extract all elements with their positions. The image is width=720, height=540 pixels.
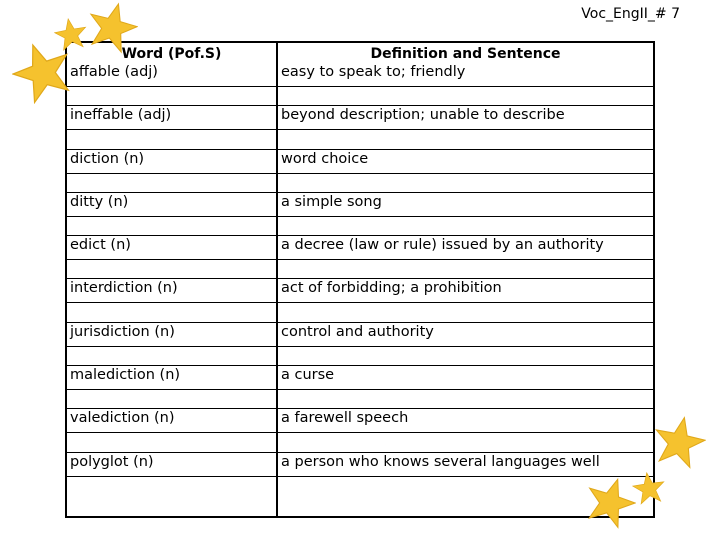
definition-cell: a decree (law or rule) issued by an authority bbox=[281, 237, 604, 254]
table-row bbox=[278, 409, 653, 452]
table-row bbox=[278, 150, 653, 193]
table-row bbox=[67, 279, 276, 322]
word-column bbox=[67, 43, 278, 516]
definition-cell: a person who knows several languages well bbox=[281, 453, 600, 470]
document-id: Voc_EngII_# 7 bbox=[581, 6, 680, 22]
word-cell: edict (n) bbox=[70, 237, 131, 254]
definition-cell: a simple song bbox=[281, 193, 382, 210]
table-row bbox=[278, 236, 653, 279]
definition-cell: a curse bbox=[281, 367, 335, 384]
star-icon bbox=[584, 477, 636, 529]
word-cell: ineffable (adj) bbox=[70, 107, 172, 124]
table-row bbox=[67, 236, 276, 279]
word-cell: polyglot (n) bbox=[70, 453, 154, 470]
table-row bbox=[278, 193, 653, 236]
table-row bbox=[278, 366, 653, 409]
word-cell: jurisdiction (n) bbox=[70, 323, 175, 340]
table-row bbox=[67, 150, 276, 193]
word-cell: interdiction (n) bbox=[70, 280, 178, 297]
word-cell: ditty (n) bbox=[70, 193, 129, 210]
table-row bbox=[67, 193, 276, 236]
table-row bbox=[278, 106, 653, 149]
star-icon bbox=[86, 2, 138, 54]
definition-cell: easy to speak to; friendly bbox=[281, 64, 466, 80]
definition-cell: act of forbidding; a prohibition bbox=[281, 280, 502, 297]
word-cell: valediction (n) bbox=[70, 410, 175, 427]
table-row bbox=[67, 106, 276, 149]
star-icon bbox=[632, 472, 666, 506]
table-row bbox=[67, 63, 276, 106]
definition-column-header: Definition and Sentence bbox=[370, 46, 561, 62]
table-row bbox=[67, 409, 276, 452]
table-row bbox=[278, 63, 653, 106]
definition-cell: word choice bbox=[281, 150, 369, 167]
word-column-header: Word (Pof.S) bbox=[121, 46, 222, 62]
definition-cell: beyond description; unable to describe bbox=[281, 107, 565, 124]
star-icon bbox=[12, 42, 74, 104]
table-row bbox=[67, 323, 276, 366]
table-row bbox=[67, 366, 276, 409]
table-row bbox=[278, 279, 653, 322]
table-row bbox=[278, 323, 653, 366]
word-cell: malediction (n) bbox=[70, 367, 181, 384]
definition-cell: a farewell speech bbox=[281, 410, 409, 427]
definition-cell: control and authority bbox=[281, 323, 434, 340]
table-row bbox=[67, 453, 276, 516]
definition-column bbox=[278, 43, 653, 516]
word-cell: diction (n) bbox=[70, 150, 145, 167]
word-cell: affable (adj) bbox=[70, 64, 158, 80]
star-icon bbox=[652, 416, 706, 470]
vocabulary-table bbox=[65, 41, 655, 518]
